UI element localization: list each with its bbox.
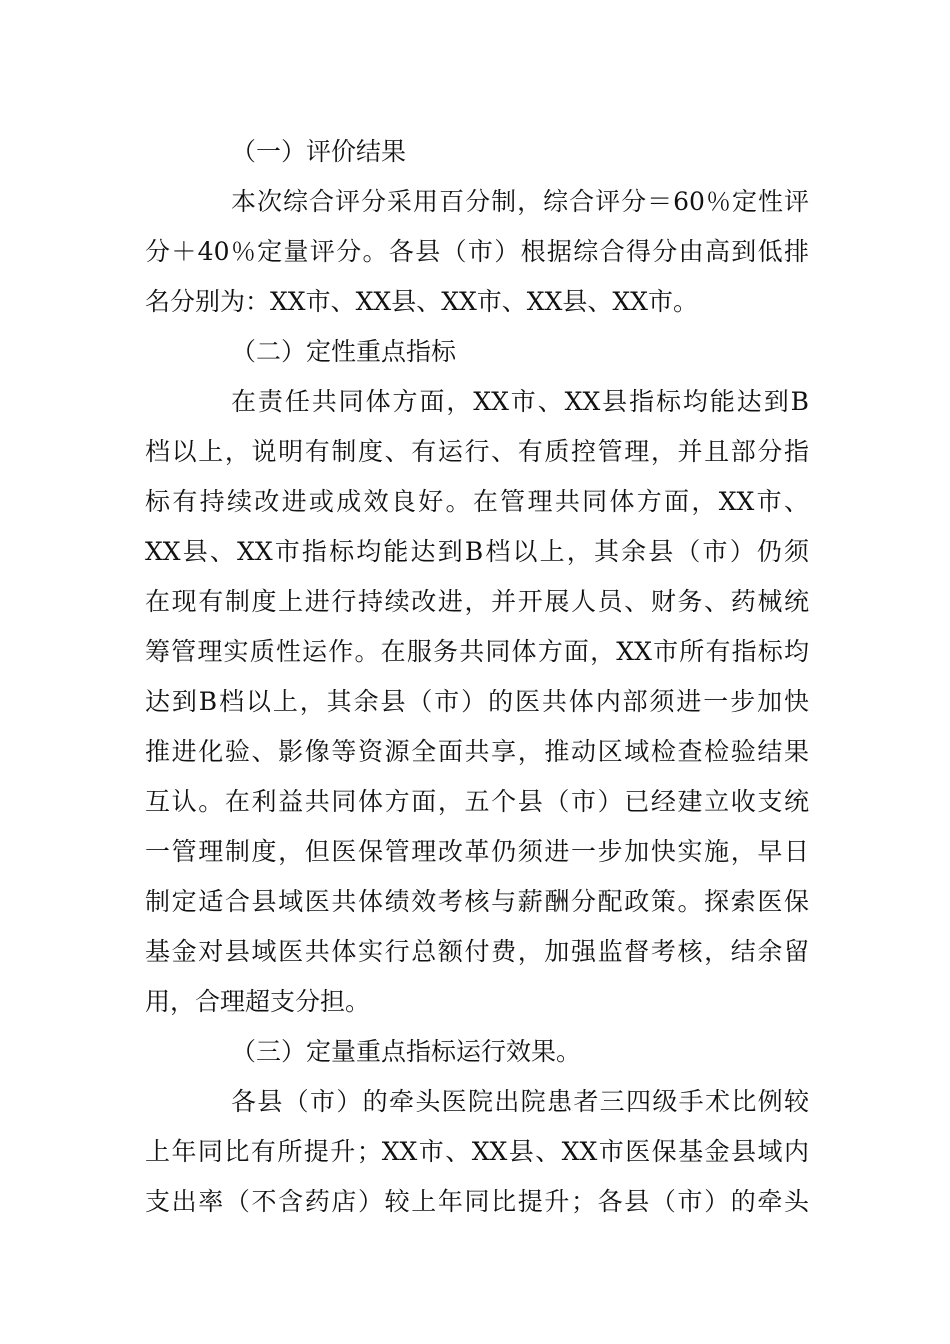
paragraph-line: 互认。在利益共同体方面，五个县（市）已经建立收支统	[145, 787, 809, 816]
section-heading: （二）定性重点指标	[231, 337, 457, 366]
paragraph-line: 在责任共同体方面，XX市、XX县指标均能达到B	[231, 387, 809, 416]
paragraph-line: 支出率（不含药店）较上年同比提升；各县（市）的牵头	[145, 1187, 809, 1216]
paragraph-line: 推进化验、影像等资源全面共享，推动区域检查检验结果	[145, 737, 809, 766]
paragraph-line: 上年同比有所提升；XX市、XX县、XX市医保基金县域内	[145, 1137, 809, 1166]
paragraph-line: 各县（市）的牵头医院出院患者三四级手术比例较	[231, 1087, 809, 1116]
paragraph-line: 用，合理超支分担。	[145, 987, 371, 1016]
paragraph-line: 分＋40％定量评分。各县（市）根据综合得分由高到低排	[145, 237, 809, 266]
paragraph-line: XX县、XX市指标均能达到B档以上，其余县（市）仍须	[145, 537, 809, 566]
paragraph-line: 筹管理实质性运作。在服务共同体方面，XX市所有指标均	[145, 637, 809, 666]
paragraph-line: 基金对县域医共体实行总额付费，加强监督考核，结余留	[145, 937, 809, 966]
paragraph-line: 本次综合评分采用百分制，综合评分＝60％定性评	[231, 187, 809, 216]
paragraph-line: 达到B档以上，其余县（市）的医共体内部须进一步加快	[145, 687, 809, 716]
paragraph-line: 档以上，说明有制度、有运行、有质控管理，并且部分指	[145, 437, 809, 466]
document-body	[145, 127, 809, 1227]
paragraph-line: 制定适合县域医共体绩效考核与薪酬分配政策。探索医保	[145, 887, 809, 916]
paragraph-line: 在现有制度上进行持续改进，并开展人员、财务、药械统	[145, 587, 809, 616]
section-heading: （一）评价结果	[231, 137, 407, 166]
paragraph-line: 标有持续改进或成效良好。在管理共同体方面，XX市、	[145, 487, 809, 516]
section-heading: （三）定量重点指标运行效果。	[231, 1037, 582, 1066]
paragraph-line: 一管理制度，但医保管理改革仍须进一步加快实施，早日	[145, 837, 809, 866]
paragraph-line: 名分别为：XX市、XX县、XX市、XX县、XX市。	[145, 287, 698, 316]
